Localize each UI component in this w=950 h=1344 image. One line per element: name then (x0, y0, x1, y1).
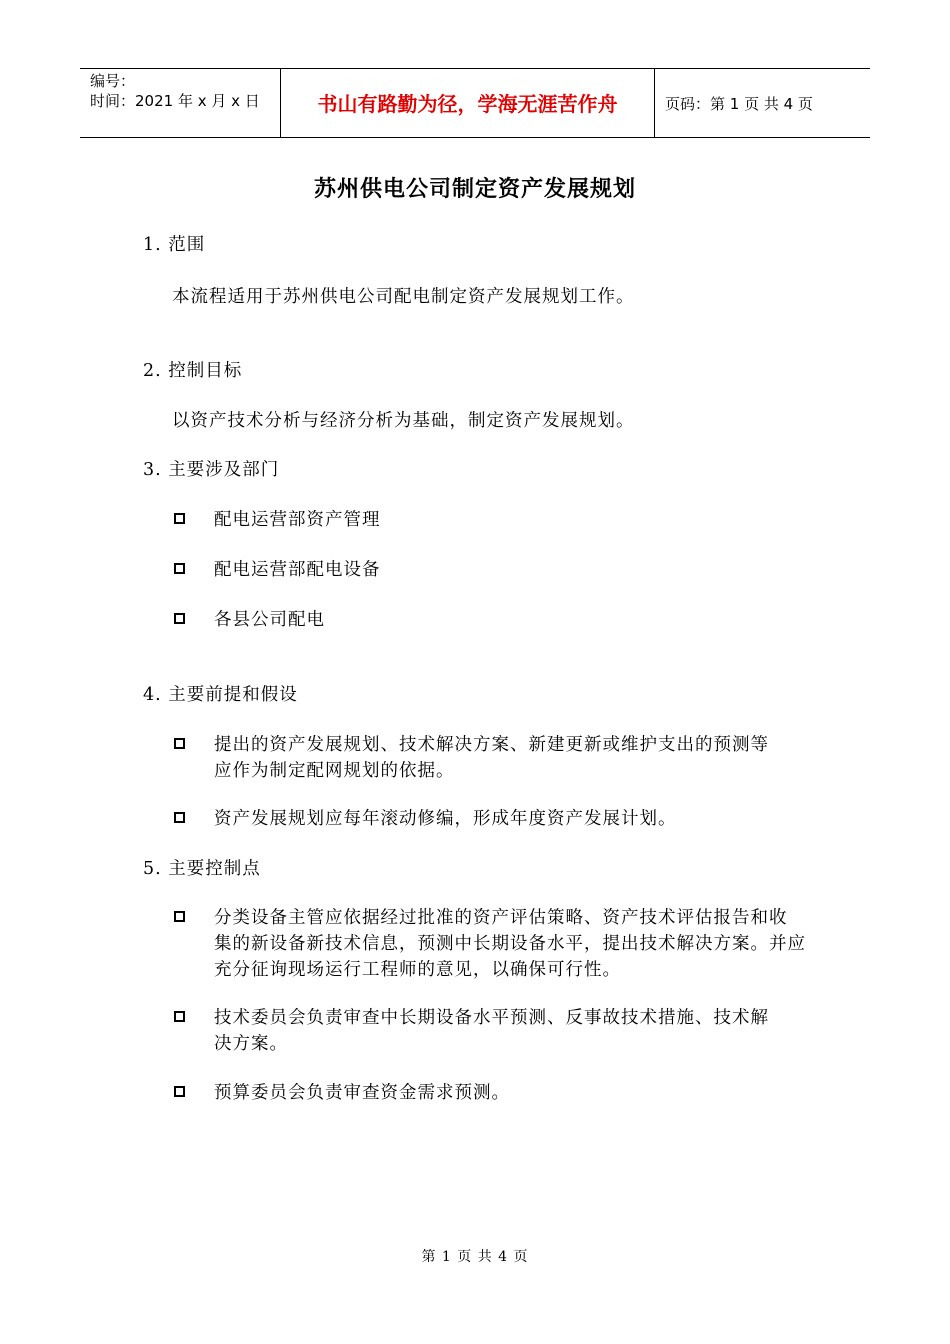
header-page-info: 页码：第 1 页 共 4 页 (665, 95, 813, 113)
checkbox-bullet-icon (174, 1086, 185, 1097)
document-time-label: 时间：2021 年 x 月 x 日 (90, 92, 260, 110)
document-title: 苏州供电公司制定资产发展规划 (313, 177, 636, 202)
page-footer: 第 1 页 共 4 页 (421, 1249, 529, 1265)
list-item: 配电运营部资产管理 (214, 510, 381, 530)
list-item-line: 充分征询现场运行工程师的意见，以确保可行性。 (214, 960, 621, 980)
list-item: 配电运营部配电设备 (214, 560, 381, 580)
document-number-label: 编号： (90, 72, 136, 90)
list-item-line: 决方案。 (214, 1034, 288, 1054)
checkbox-bullet-icon (174, 812, 185, 823)
checkbox-bullet-icon (174, 513, 185, 524)
list-item-line: 技术委员会负责审查中长期设备水平预测、反事故技术措施、技术解 (214, 1008, 769, 1028)
list-item-line: 应作为制定配网规划的依据。 (214, 761, 455, 781)
checkbox-bullet-icon (174, 563, 185, 574)
list-item-line: 分类设备主管应依据经过批准的资产评估策略、资产技术评估报告和收 (214, 908, 788, 928)
checkbox-bullet-icon (174, 911, 185, 922)
header-left-cell (80, 69, 280, 137)
section-paragraph-control-goal: 以资产技术分析与经济分析为基础，制定资产发展规划。 (172, 411, 635, 431)
list-item: 各县公司配电 (214, 610, 325, 630)
section-heading-assumptions: 4. 主要前提和假设 (143, 685, 298, 705)
checkbox-bullet-icon (174, 738, 185, 749)
section-heading-scope: 1. 范围 (143, 235, 206, 255)
page-header (80, 68, 870, 138)
checkbox-bullet-icon (174, 613, 185, 624)
checkbox-bullet-icon (174, 1011, 185, 1022)
section-heading-departments: 3. 主要涉及部门 (143, 460, 280, 480)
list-item-line: 集的新设备新技术信息，预测中长期设备水平，提出技术解决方案。并应 (214, 934, 806, 954)
header-motto: 书山有路勤为径，学海无涯苦作舟 (317, 92, 618, 116)
header-center-cell (280, 69, 655, 137)
section-heading-control-points: 5. 主要控制点 (143, 859, 261, 879)
section-paragraph-scope: 本流程适用于苏州供电公司配电制定资产发展规划工作。 (172, 287, 635, 307)
section-heading-control-goal: 2. 控制目标 (143, 361, 243, 381)
list-item-line: 提出的资产发展规划、技术解决方案、新建更新或维护支出的预测等 (214, 735, 769, 755)
header-right-cell (655, 69, 870, 137)
list-item-line: 资产发展规划应每年滚动修编，形成年度资产发展计划。 (214, 809, 677, 829)
list-item-line: 预算委员会负责审查资金需求预测。 (214, 1083, 510, 1103)
